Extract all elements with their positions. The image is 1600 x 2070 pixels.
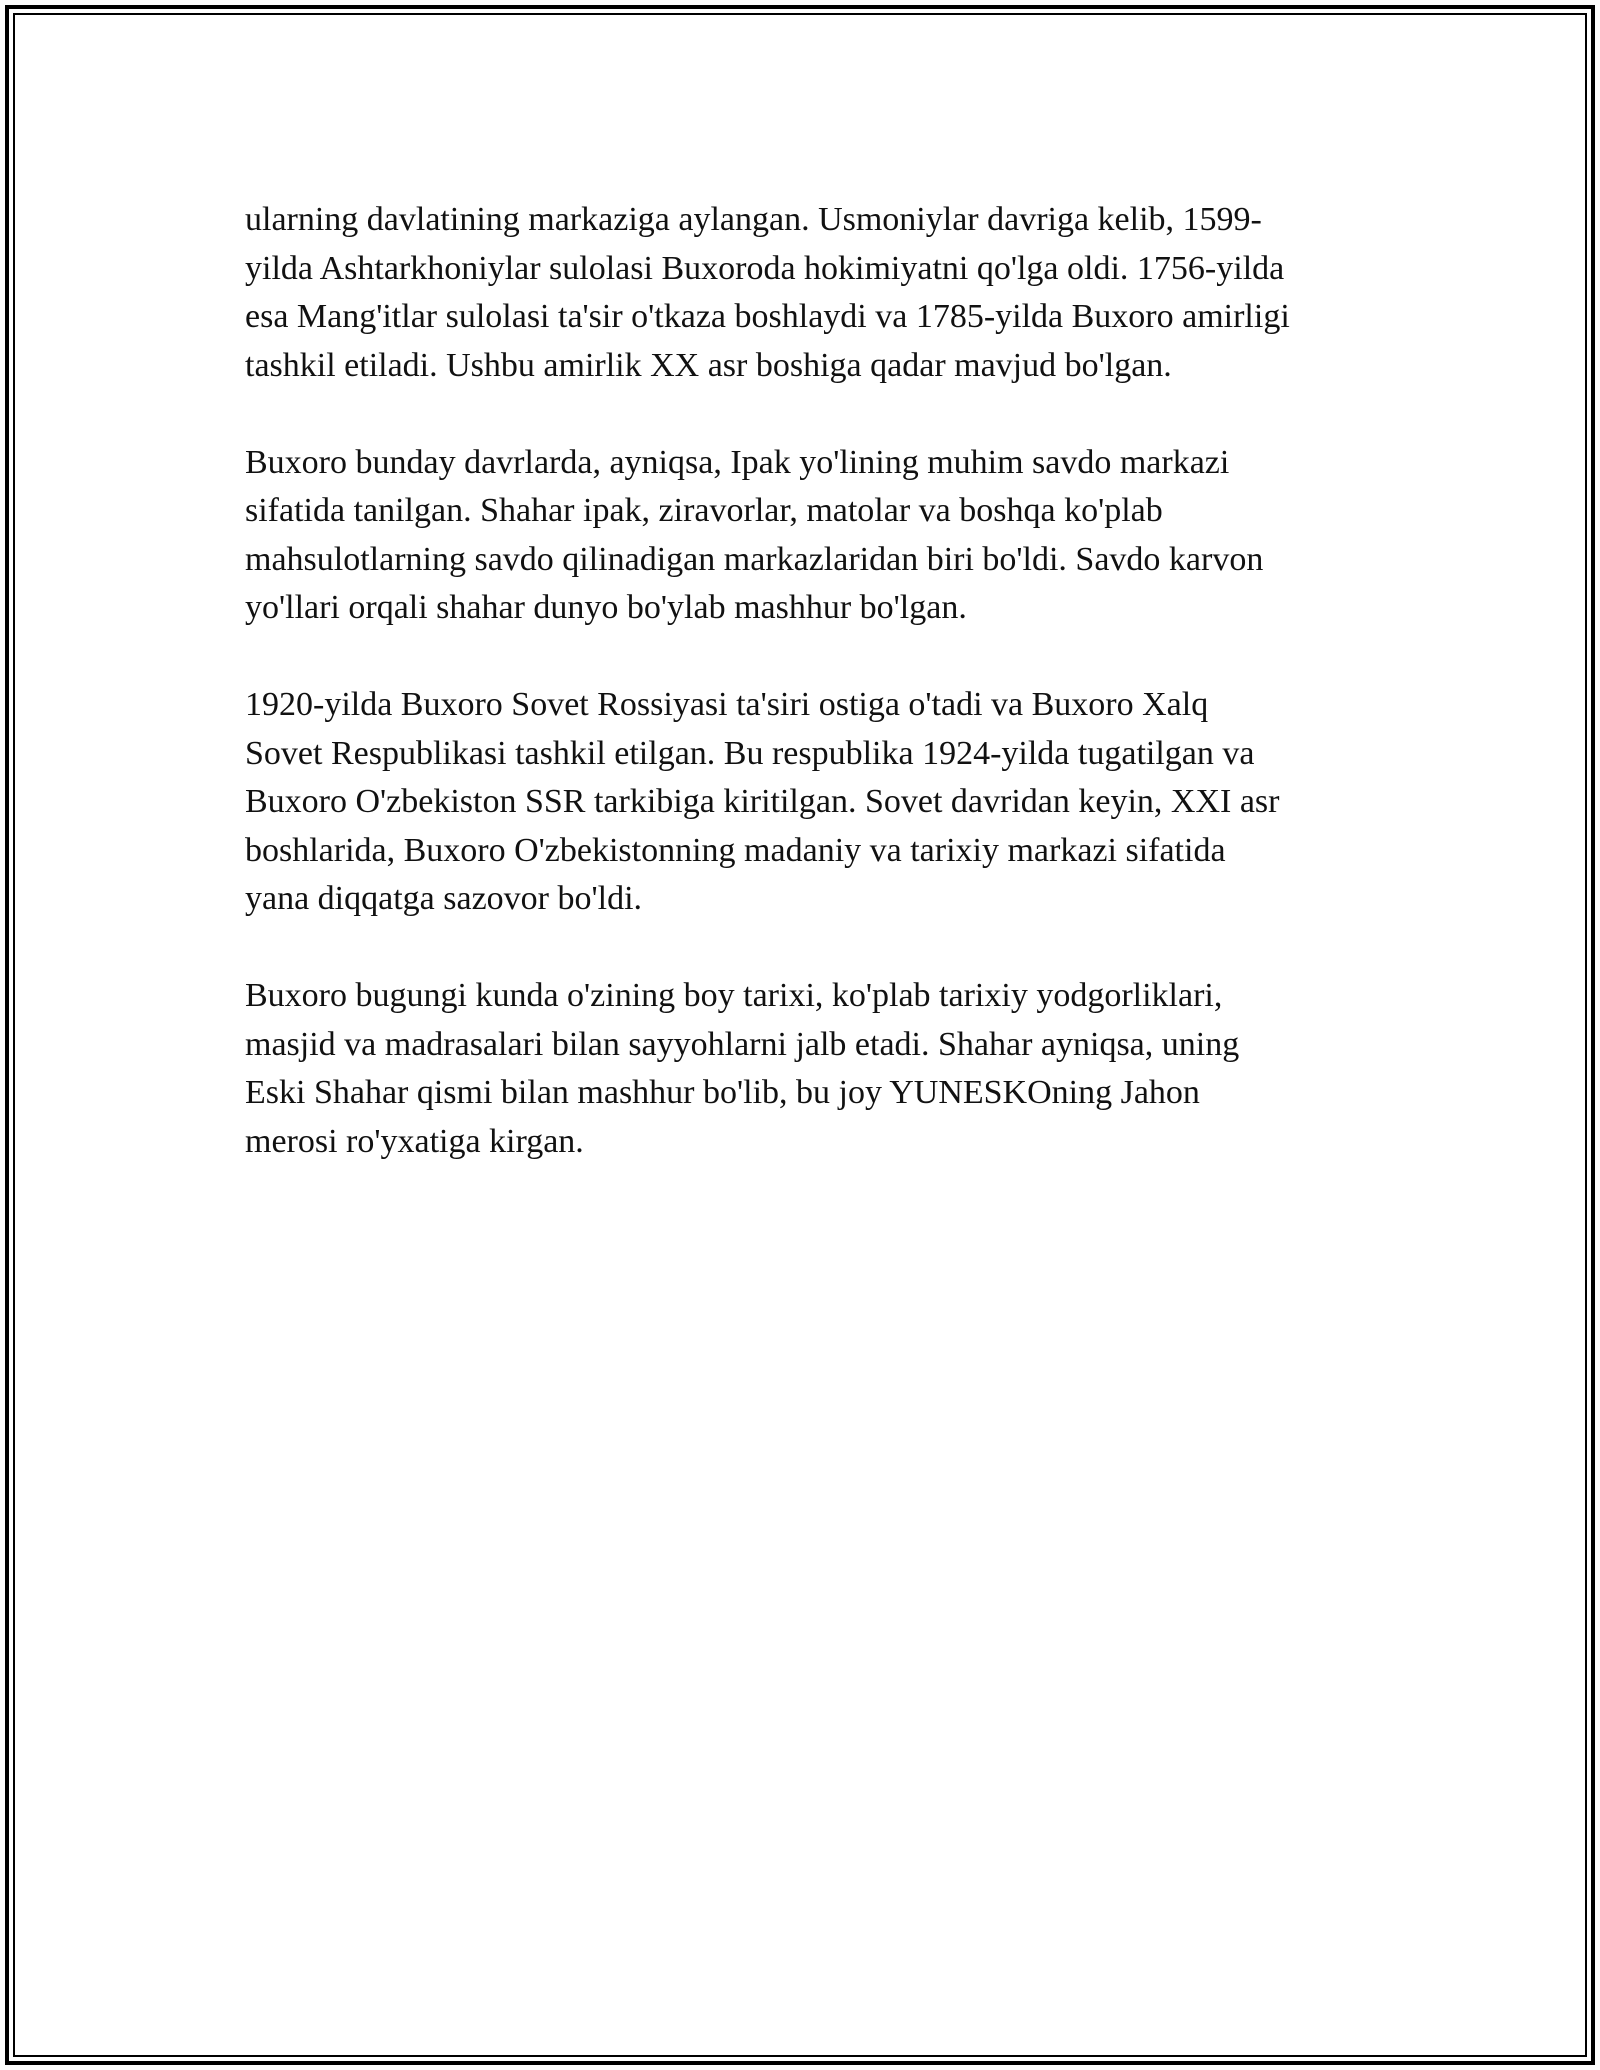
text-line: Sovet Respublikasi tashkil etilgan. Bu respublika 1924-yilda tugatilgan va	[245, 734, 1255, 772]
text-line: boshlarida, Buxoro O'zbekistonning madaniy va tarixiy markazi sifatida	[245, 831, 1226, 869]
paragraph-1	[245, 196, 1395, 390]
text-line: yilda Ashtarkhoniylar sulolasi Buxoroda hokimiyatni qo'lga oldi. 1756-yilda	[245, 249, 1285, 287]
text-line: sifatida tanilgan. Shahar ipak, ziravorlar, matolar va boshqa ko'plab	[245, 492, 1163, 529]
paragraph-2	[245, 439, 1395, 633]
text-line: mahsulotlarning savdo qilinadigan markazlaridan biri bo'ldi. Savdo karvon	[245, 540, 1264, 578]
text-line: Eski Shahar qismi bilan mashhur bo'lib, bu joy YUNESKOning Jahon	[245, 1074, 1200, 1111]
page-frame	[5, 5, 1595, 2065]
document-body	[245, 196, 1395, 1215]
text-line: masjid va madrasalari bilan sayyohlarni jalb etadi. Shahar ayniqsa, uning	[245, 1025, 1240, 1063]
text-line: 1920-yilda Buxoro Sovet Rossiyasi ta'siri ostiga o'tadi va Buxoro Xalq	[245, 686, 1209, 723]
text-line: yo'llari orqali shahar dunyo bo'ylab mashhur bo'lgan.	[245, 589, 967, 626]
text-line: esa Mang'itlar sulolasi ta'sir o'tkaza boshlaydi va 1785-yilda Buxoro amirligi	[245, 298, 1290, 335]
text-line: Buxoro bunday davrlarda, ayniqsa, Ipak yo'lining muhim savdo markazi	[245, 443, 1230, 481]
text-line: yana diqqatga sazovor bo'ldi.	[245, 880, 643, 917]
paragraph-3	[245, 681, 1395, 924]
paragraph-4	[245, 972, 1395, 1166]
text-line: Buxoro bugungi kunda o'zining boy tarixi, ko'plab tarixiy yodgorliklari,	[245, 977, 1223, 1014]
text-line: Buxoro O'zbekiston SSR tarkibiga kiritilgan. Sovet davridan keyin, XXI asr	[245, 783, 1280, 820]
text-line: tashkil etiladi. Ushbu amirlik XX asr boshiga qadar mavjud bo'lgan.	[245, 346, 1172, 384]
text-line: ularning davlatining markaziga aylangan. Usmoniylar davriga kelib, 1599-	[245, 201, 1262, 238]
text-line: merosi ro'yxatiga kirgan.	[245, 1122, 584, 1160]
